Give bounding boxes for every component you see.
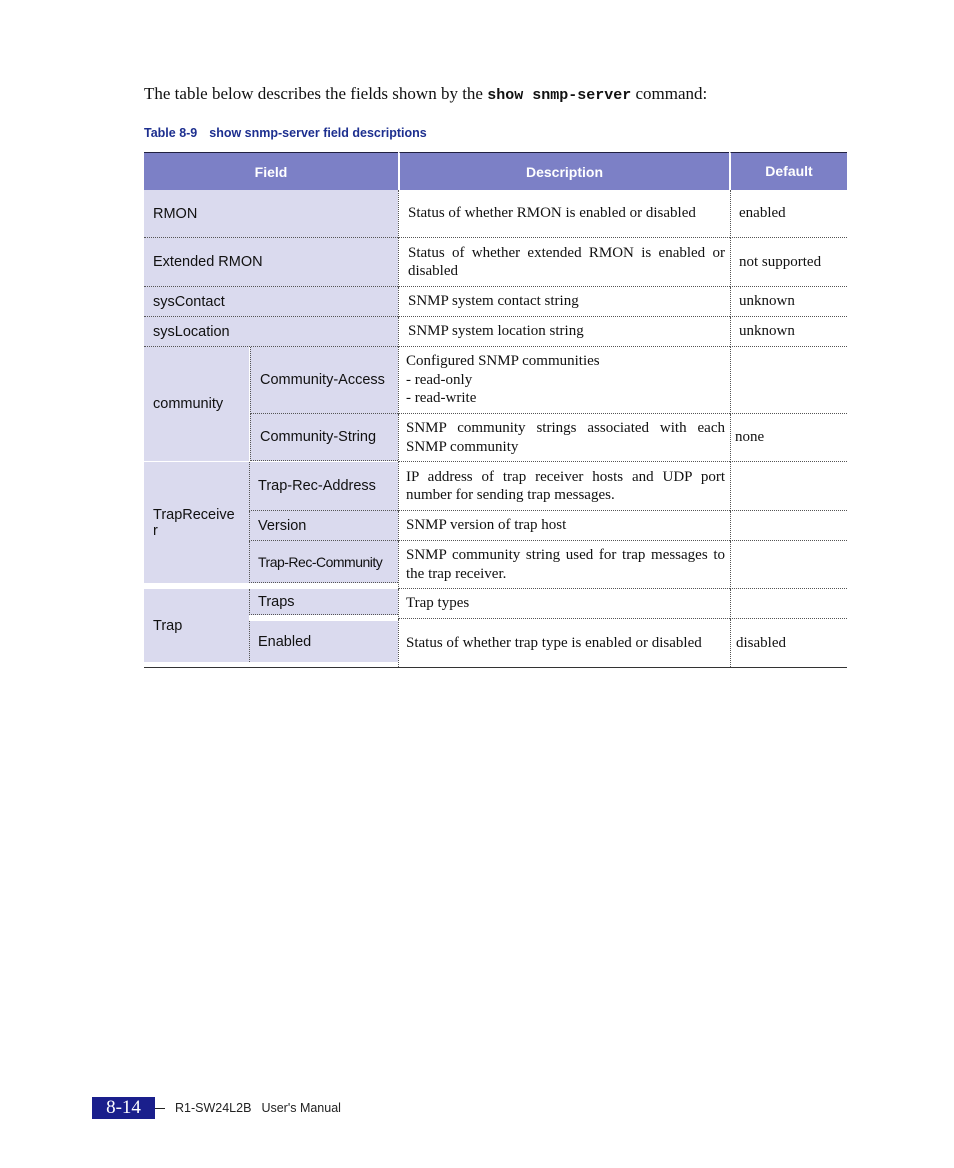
desc-line: - read-write: [406, 390, 477, 407]
desc-line: - read-only: [406, 371, 473, 388]
group-trapreceiver: [144, 462, 249, 583]
default-version: [730, 511, 847, 541]
default-community-access: [730, 347, 847, 414]
table-caption: [144, 126, 427, 140]
field-enabled: Enabled: [249, 621, 398, 662]
desc-enabled: Status of whether trap type is enabled or disabled: [398, 619, 730, 667]
intro-paragraph: [144, 84, 707, 104]
group-name-line: TrapReceive: [153, 506, 235, 523]
desc-syscontact: SNMP system contact string: [398, 287, 730, 317]
default-rmon: enabled: [730, 190, 847, 238]
field-trap-rec-address: Trap-Rec-Address: [249, 462, 398, 511]
default-syscontact: unknown: [730, 287, 847, 317]
group-trap: Trap: [144, 589, 249, 662]
default-community-string: none: [730, 414, 847, 462]
field-description-table: [144, 152, 847, 668]
footer-dash: [155, 1108, 165, 1109]
footer-doc-title: [175, 1101, 341, 1115]
desc-community-string: SNMP community strings associated with each SNMP community: [398, 414, 730, 462]
field-version: Version: [249, 511, 398, 541]
desc-trap-rec-community: SNMP community string used for trap messages to the trap receiver.: [398, 541, 730, 589]
desc-line: Configured SNMP communities: [406, 353, 600, 370]
desc-trap-rec-address: IP address of trap receiver hosts and UDP port number for sending trap messages.: [398, 462, 730, 511]
header-description: Description: [399, 152, 729, 190]
default-enabled: disabled: [730, 619, 847, 667]
header-default: Default: [730, 152, 847, 190]
default-extended-rmon: not supported: [730, 238, 847, 287]
field-community-access: Community-Access: [250, 347, 398, 414]
field-extended-rmon: Extended RMON: [144, 238, 398, 287]
desc-community-access: [398, 347, 730, 414]
desc-traps: Trap types: [398, 589, 730, 619]
intro-text-before: The table below describes the fields shown by the: [144, 84, 488, 103]
field-rmon: RMON: [144, 190, 398, 238]
group-name-line: r: [153, 522, 158, 539]
footer-doc-name: R1-SW24L2B: [175, 1101, 252, 1115]
field-trap-rec-community: Trap-Rec-Community: [249, 541, 398, 583]
field-syslocation: sysLocation: [144, 317, 398, 347]
default-syslocation: unknown: [730, 317, 847, 347]
header-field: Field: [144, 152, 398, 190]
field-syscontact: sysContact: [144, 287, 398, 317]
caption-number: Table 8-9: [144, 126, 198, 140]
desc-extended-rmon: Status of whether extended RMON is enabled or disabled: [398, 238, 730, 287]
default-traps: [730, 589, 847, 619]
desc-rmon: Status of whether RMON is enabled or disabled: [398, 190, 730, 238]
field-community-string: Community-String: [250, 414, 398, 461]
default-trap-rec-community: [730, 541, 847, 589]
command-name: show snmp-server: [487, 87, 632, 104]
footer-doc-type: User's Manual: [261, 1101, 341, 1115]
page-number: 8-14: [92, 1097, 155, 1119]
group-community: community: [144, 347, 249, 461]
default-trap-rec-address: [730, 462, 847, 511]
desc-syslocation: SNMP system location string: [398, 317, 730, 347]
field-traps: Traps: [249, 589, 398, 615]
caption-title: show snmp-server field descriptions: [209, 126, 427, 140]
intro-text-after: command:: [631, 84, 708, 103]
table-bottom-rule: [144, 667, 847, 668]
desc-version: SNMP version of trap host: [398, 511, 730, 541]
